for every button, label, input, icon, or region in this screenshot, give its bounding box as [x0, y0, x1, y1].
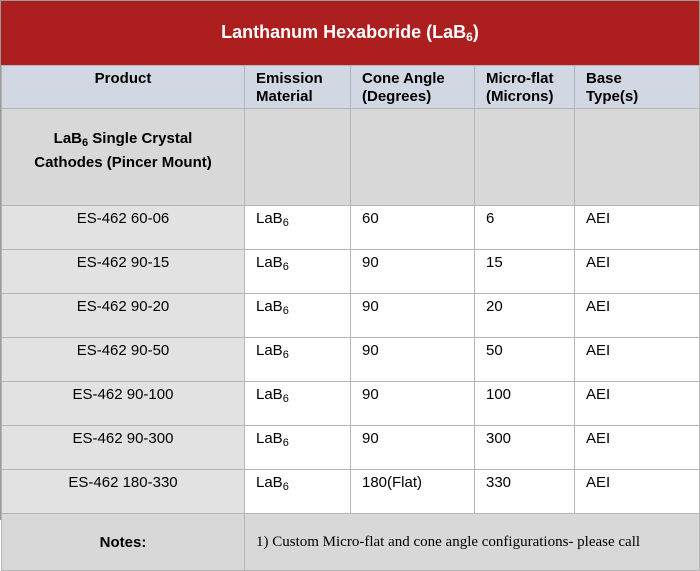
material-base: LaB [256, 254, 283, 271]
cone-angle-cell: 180(Flat) [351, 470, 475, 514]
group-line2: Cathodes (Pincer Mount) [34, 154, 212, 171]
product-cell: ES-462 90-20 [2, 294, 245, 338]
header-cone-line1: Cone Angle [362, 70, 445, 87]
notes-row [2, 514, 700, 571]
table-row [2, 382, 700, 426]
material-base: LaB [256, 210, 283, 227]
emission-material-cell [245, 206, 351, 250]
table-row [2, 294, 700, 338]
micro-flat-cell: 330 [475, 470, 575, 514]
table-row [2, 470, 700, 514]
emission-material-cell [245, 250, 351, 294]
material-base: LaB [256, 342, 283, 359]
header-base-type [575, 66, 700, 109]
cone-angle-cell: 60 [351, 206, 475, 250]
table-row [2, 206, 700, 250]
micro-flat-cell: 100 [475, 382, 575, 426]
header-emission-material [245, 66, 351, 109]
product-cell: ES-462 60-06 [2, 206, 245, 250]
material-subscript: 6 [282, 305, 289, 317]
material-subscript: 6 [282, 217, 289, 229]
header-micro-line2: (Microns) [486, 88, 554, 105]
base-type-cell: AEI [575, 250, 700, 294]
title-prefix: Lanthanum Hexaboride (LaB [221, 22, 467, 42]
material-base: LaB [256, 386, 283, 403]
cone-angle-cell: 90 [351, 250, 475, 294]
header-emission-line2: Material [256, 88, 313, 105]
micro-flat-cell: 15 [475, 250, 575, 294]
header-cone-angle [351, 66, 475, 109]
material-subscript: 6 [282, 261, 289, 273]
emission-material-cell [245, 426, 351, 470]
emission-material-cell [245, 294, 351, 338]
notes-label: Notes: [2, 514, 245, 571]
title-suffix: ) [472, 22, 479, 42]
product-cell: ES-462 90-50 [2, 338, 245, 382]
base-type-cell: AEI [575, 206, 700, 250]
title-text [221, 22, 479, 44]
material-subscript: 6 [282, 393, 289, 405]
group-empty-cell [475, 109, 575, 206]
cone-angle-cell: 90 [351, 294, 475, 338]
material-base: LaB [256, 430, 283, 447]
header-cone-line2: (Degrees) [362, 88, 432, 105]
group-subscript: 6 [82, 137, 89, 149]
group-row [2, 109, 700, 206]
header-micro-line1: Micro-flat [486, 70, 554, 87]
notes-text: 1) Custom Micro-flat and cone angle configurations- please call [245, 514, 700, 571]
base-type-cell: AEI [575, 470, 700, 514]
base-type-cell: AEI [575, 426, 700, 470]
group-label [2, 109, 245, 206]
data-rows [2, 206, 700, 514]
group-prefix: LaB [53, 130, 82, 147]
material-base: LaB [256, 474, 283, 491]
header-base-line2: Type(s) [586, 88, 639, 105]
material-base: LaB [256, 298, 283, 315]
header-micro-flat [475, 66, 575, 109]
header-product-label: Product [94, 70, 152, 87]
group-empty-cell [575, 109, 700, 206]
header-base-line1: Base [586, 70, 622, 87]
title-subscript: 6 [466, 30, 473, 44]
table-title [1, 1, 699, 65]
product-cell: ES-462 90-15 [2, 250, 245, 294]
material-subscript: 6 [282, 349, 289, 361]
emission-material-cell [245, 470, 351, 514]
base-type-cell: AEI [575, 338, 700, 382]
micro-flat-cell: 6 [475, 206, 575, 250]
group-empty-cell [351, 109, 475, 206]
header-product [2, 66, 245, 109]
material-subscript: 6 [282, 481, 289, 493]
cone-angle-cell: 90 [351, 338, 475, 382]
lab6-product-table [1, 65, 700, 571]
product-cell: ES-462 180-330 [2, 470, 245, 514]
emission-material-cell [245, 382, 351, 426]
base-type-cell: AEI [575, 382, 700, 426]
product-cell: ES-462 90-100 [2, 382, 245, 426]
base-type-cell: AEI [575, 294, 700, 338]
micro-flat-cell: 50 [475, 338, 575, 382]
table-row [2, 426, 700, 470]
cone-angle-cell: 90 [351, 426, 475, 470]
table-row [2, 250, 700, 294]
micro-flat-cell: 300 [475, 426, 575, 470]
emission-material-cell [245, 338, 351, 382]
group-line1-suffix: Single Crystal [88, 130, 193, 147]
table-row [2, 338, 700, 382]
group-empty-cell [245, 109, 351, 206]
header-emission-line1: Emission [256, 70, 323, 87]
material-subscript: 6 [282, 437, 289, 449]
header-row [2, 66, 700, 109]
cone-angle-cell: 90 [351, 382, 475, 426]
product-cell: ES-462 90-300 [2, 426, 245, 470]
micro-flat-cell: 20 [475, 294, 575, 338]
